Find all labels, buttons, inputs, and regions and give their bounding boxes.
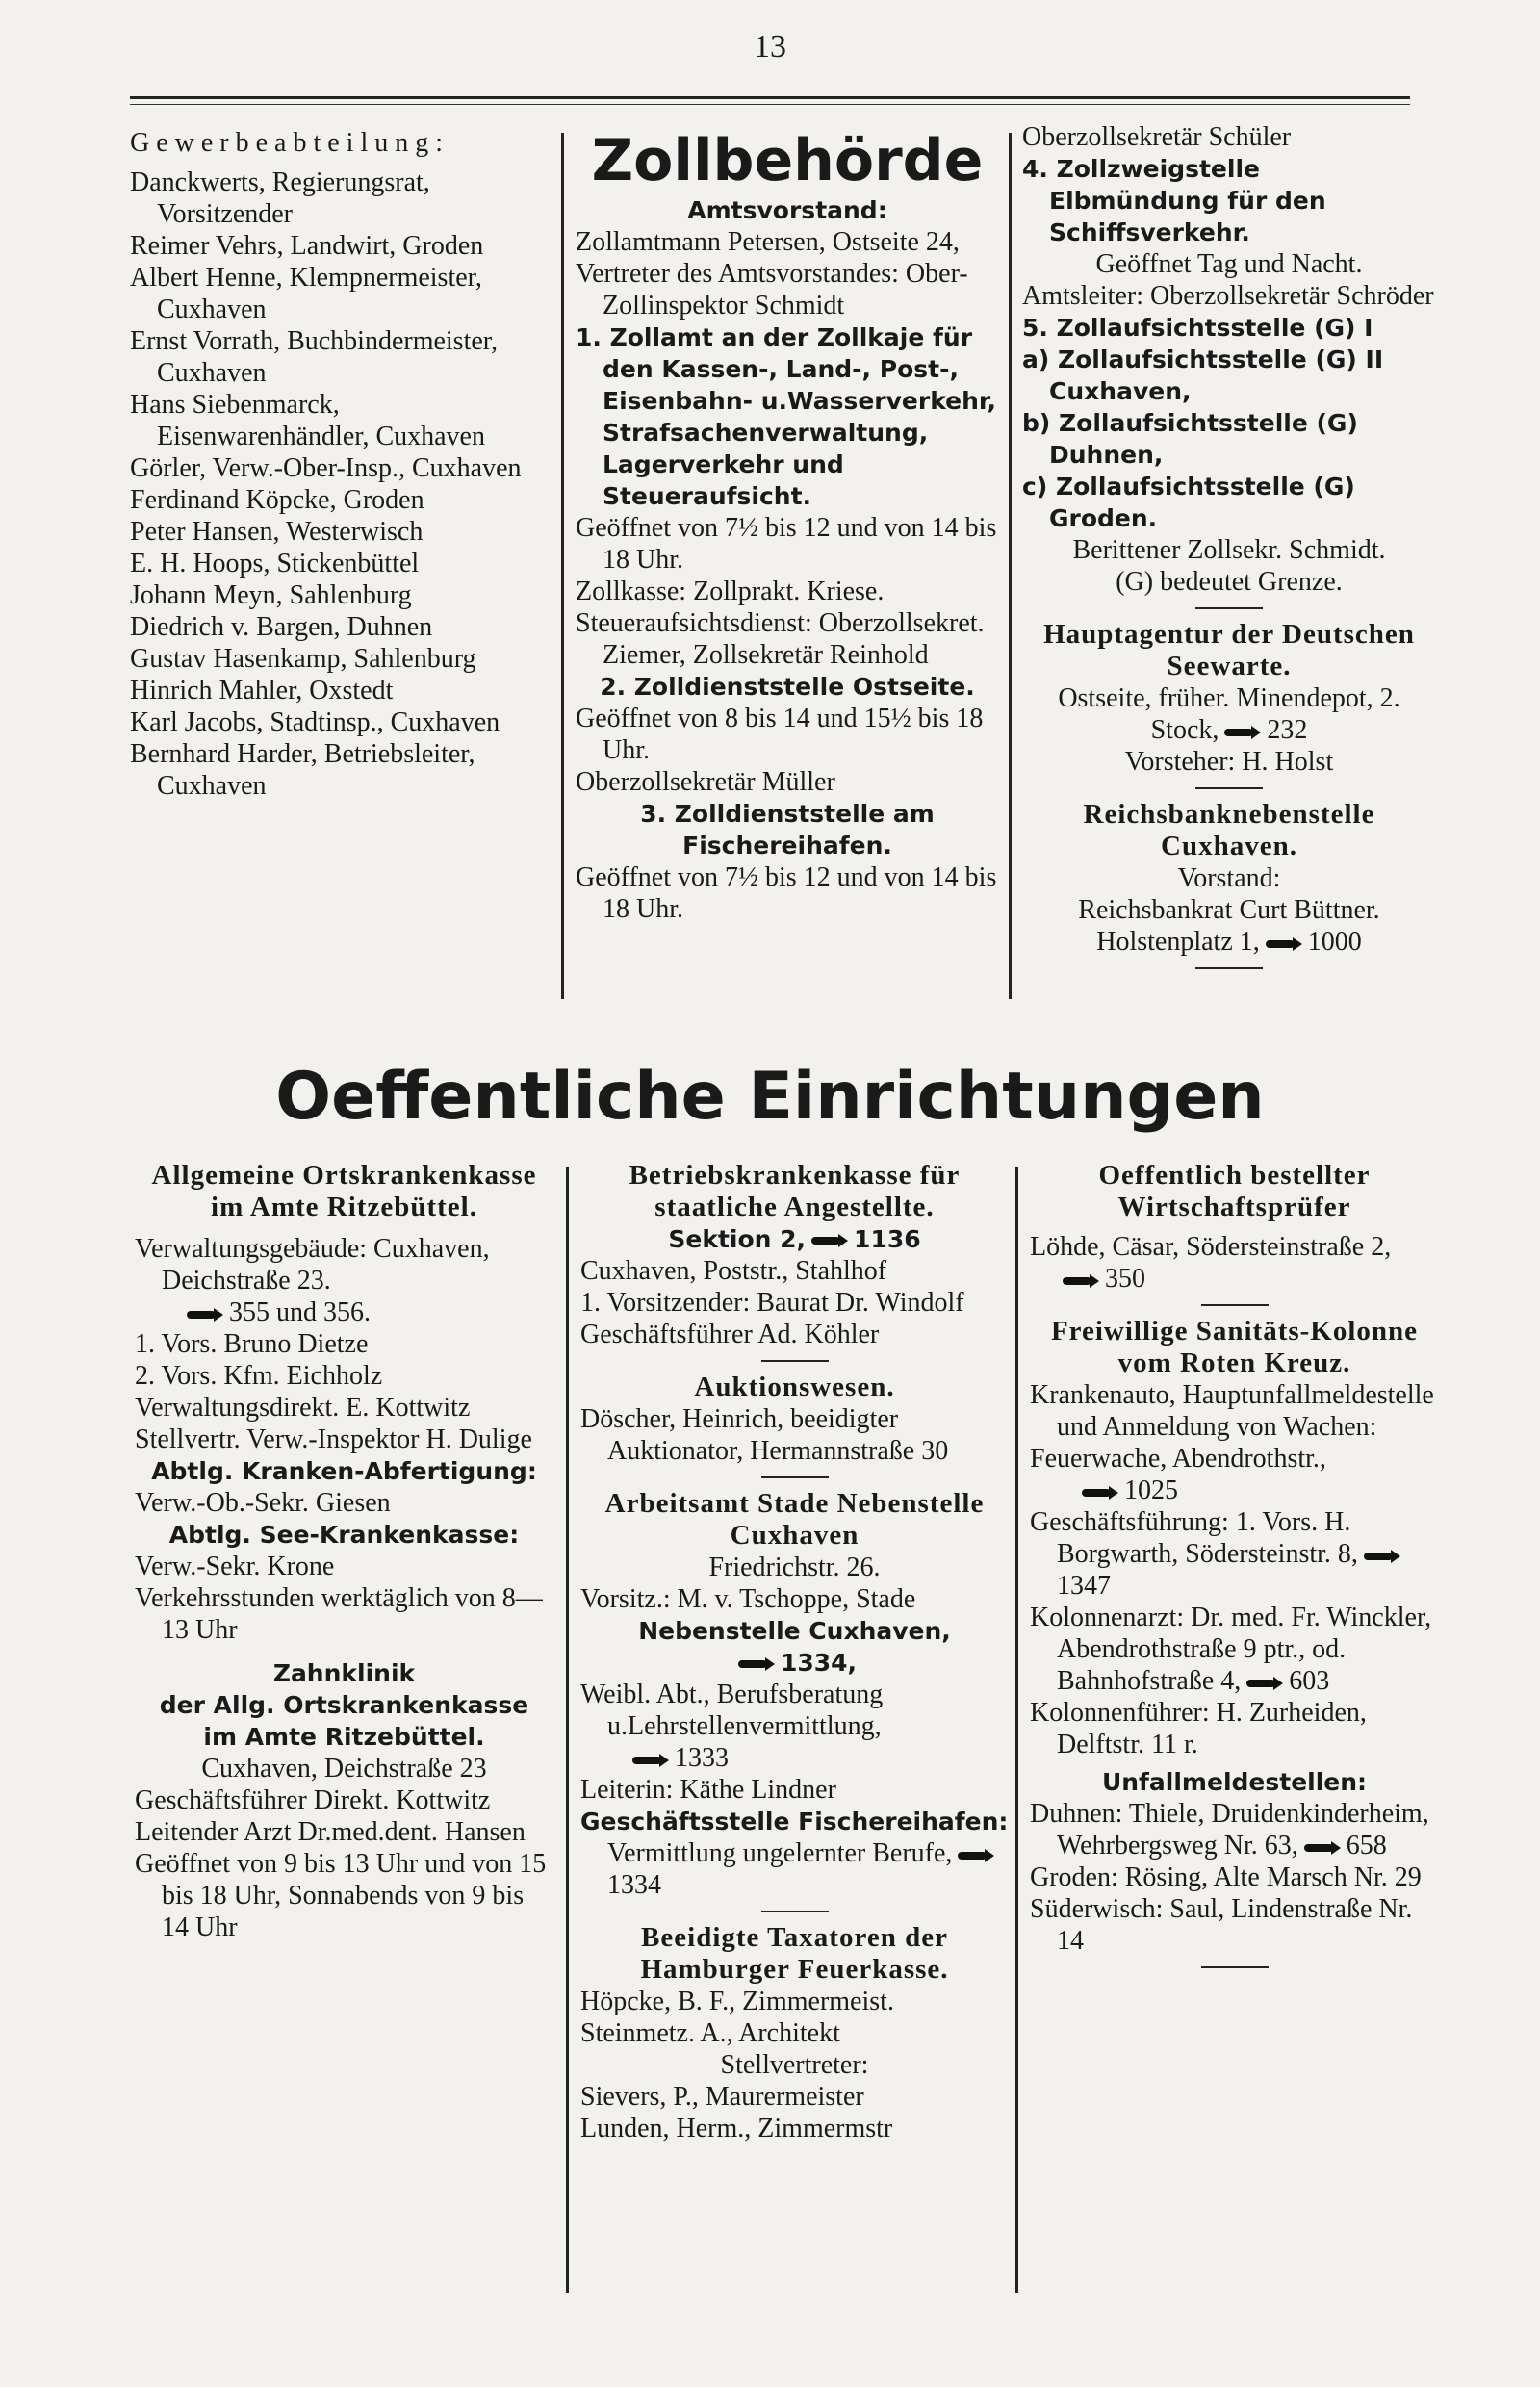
gewerbe-list [130, 167, 544, 802]
zolldienststelle-2-heading: 2. Zolldienststelle Ostseite. [600, 673, 975, 701]
geschaeftsfuehrung-phone: 1347 [1057, 1571, 1111, 1601]
ak-abteilung-2: Verw.-Sekr. Krone [135, 1552, 335, 1581]
ak-verkehrsstunden: Verkehrsstunden werktäglich von 8—13 Uhr [135, 1583, 543, 1645]
unfall-groden: Groden: Rösing, Alte Marsch Nr. 29 [1030, 1862, 1422, 1892]
list-item: Albert Henne, Klempnermeister, Cuxhaven [130, 263, 482, 324]
ortskrankenkasse-column [135, 1160, 553, 1943]
list-item: Ferdinand Köpcke, Groden [130, 485, 424, 515]
unfallmeldestellen-heading: Unfallmeldestellen: [1101, 1768, 1368, 1796]
bk-vorsitzender: 1. Vorsitzender: Baurat Dr. Windolf [580, 1288, 964, 1318]
ak-abteilung-1-heading: Abtlg. Kranken-Abfertigung: [151, 1457, 537, 1485]
zollkasse: Zollkasse: Zollprakt. Kriese. [576, 577, 885, 606]
nebenstelle-heading: Nebenstelle Cuxhaven, [638, 1617, 951, 1645]
seewarte-address [1022, 682, 1436, 746]
telephone-icon [1304, 1841, 1341, 1855]
ak-verwaltung: Verwaltungsgebäude: Cuxhaven, Deichstraße 23. [135, 1234, 490, 1296]
reichsbank-address [1022, 926, 1436, 958]
gs-fischereihafen-phone: 1334 [607, 1870, 661, 1900]
telephone-icon [632, 1754, 669, 1767]
nebenstelle-phone-line [580, 1647, 1009, 1679]
berittener: Berittener Zollsekr. Schmidt. [1072, 535, 1386, 565]
gewerbe-heading: Gewerbeabteilung: [130, 128, 450, 158]
ak-phone-line [135, 1296, 553, 1328]
feuerwache-phone-line [1030, 1475, 1439, 1506]
seewarte-address-text: Ostseite, früher. Minendepot, 2. Stock, [1058, 683, 1400, 745]
taxator-3: Sievers, P., Maurermeister [580, 2082, 864, 2112]
reichsbank-vorstand-heading: Vorstand: [1177, 863, 1281, 893]
list-item: Johann Meyn, Sahlenburg [130, 580, 412, 610]
unfall-duhnen [1030, 1798, 1439, 1861]
zoll-4-leiter: Amtsleiter: Oberzollsekretär Schröder [1022, 281, 1434, 311]
zoll-5-heading: 5. Zollaufsichtsstelle (G) I [1022, 314, 1373, 342]
amtsvorstand-heading: Amtsvorstand: [687, 196, 887, 224]
list-item: Görler, Verw.-Ober-Insp., Cuxhaven [130, 453, 522, 483]
seewarte-phone: 232 [1267, 715, 1308, 745]
wirtschaftspruefer-column [1030, 1160, 1439, 1978]
telephone-icon [1266, 937, 1302, 951]
list-item: Reimer Vehrs, Landwirt, Groden [130, 231, 484, 261]
ak-abteilung-1: Verw.-Ob.-Sekr. Giesen [135, 1488, 391, 1518]
gs-fischereihafen-text: Vermittlung ungelernter Berufe, [607, 1838, 953, 1868]
gs-fischereihafen [580, 1806, 1009, 1901]
arbeitsamt-vorsitz: Vorsitz.: M. v. Tschoppe, Stade [580, 1584, 916, 1614]
geschaeftsfuehrung [1030, 1506, 1439, 1602]
list-item: Diedrich v. Bargen, Duhnen [130, 612, 433, 642]
sanitaet-text: Krankenauto, Hauptunfallmeldestelle und Anmeldung von Wachen: [1030, 1380, 1434, 1442]
kolonnenarzt-phone: 603 [1289, 1666, 1330, 1696]
column-divider [566, 1167, 569, 2293]
zoll-column [576, 127, 999, 925]
zoll-4-heading: 4. Zollzweigstelle Elbmündung für den Schiffsverkehr. [1022, 155, 1326, 246]
bk-sektion-phone: 1136 [854, 1225, 921, 1253]
arbeitsamt-heading: Arbeitsamt Stade Nebenstelle Cuxhaven [604, 1488, 985, 1551]
taxator-2: Steinmetz. A., Architekt [580, 2018, 840, 2048]
wirtschaftspruefer-phone: 350 [1105, 1264, 1145, 1294]
vertreter: Vertreter des Amtsvorstandes: Ober-Zollinspektor Schmidt [576, 259, 968, 321]
ak-direktor: Verwaltungsdirekt. E. Kottwitz [135, 1393, 471, 1423]
ak-abteilung-2-heading: Abtlg. See-Krankenkasse: [168, 1521, 520, 1549]
ak-stellvertreter: Stellvertr. Verw.-Inspektor H. Dulige [135, 1424, 532, 1454]
zahnklinik-hours: Geöffnet von 9 bis 13 Uhr und von 15 bis 18 Uhr, Sonnabends von 9 bis 14 Uhr [135, 1849, 547, 1942]
list-item: E. H. Hoops, Stickenbüttel [130, 549, 420, 578]
oeffentliche-title: Oeffentliche Einrichtungen [275, 1059, 1265, 1135]
seewarte-heading: Hauptagentur der Deutschen Seewarte. [1043, 619, 1415, 681]
wirtschaftspruefer-heading: Oeffentlich bestellter Wirtschaftsprüfer [1098, 1160, 1371, 1222]
betriebskrankenkasse-heading: Betriebskrankenkasse für staatliche Angestellte. [629, 1160, 961, 1222]
unfall-suederwisch: Süderwisch: Saul, Lindenstraße Nr. 14 [1030, 1894, 1413, 1956]
telephone-icon [1082, 1486, 1118, 1500]
seewarte-vorsteher: Vorsteher: H. Holst [1124, 747, 1334, 777]
kolonnenfuehrer: Kolonnenführer: H. Zurheiden, Delftstr. 11 r. [1030, 1698, 1367, 1759]
separator [1195, 967, 1263, 969]
reichsbank-address-text: Holstenplatz 1, [1096, 927, 1260, 957]
telephone-icon [1246, 1677, 1283, 1690]
betriebskrankenkasse-column [580, 1160, 1009, 2144]
telephone-icon [738, 1657, 775, 1671]
list-item: Hans Siebenmarck, Eisenwarenhändler, Cuxhaven [130, 390, 485, 451]
column-divider [1015, 1167, 1018, 2293]
reichsbank-vorstand: Reichsbankrat Curt Büttner. [1078, 895, 1380, 925]
leiterin: Leiterin: Käthe Lindner [580, 1775, 836, 1805]
wirtschaftspruefer-text: Löhde, Cäsar, Södersteinstraße 2, [1030, 1232, 1392, 1262]
zoll-right-column [1022, 121, 1436, 979]
feuerwache: Feuerwache, Abendrothstr., [1030, 1444, 1326, 1474]
separator [761, 1911, 829, 1912]
telephone-icon [1364, 1550, 1400, 1563]
zoll-4-open: Geöffnet Tag und Nacht. [1095, 249, 1363, 279]
zolldienststelle-3-heading: 3. Zolldienststelle am Fischereihafen. [640, 800, 935, 860]
bk-address: Cuxhaven, Poststr., Stahlhof [580, 1256, 887, 1286]
reichsbank-heading: Reichsbanknebenstelle Cuxhaven. [1083, 799, 1375, 861]
weibl-phone: 1333 [675, 1743, 729, 1773]
weibl-phone-line [580, 1742, 1009, 1774]
separator [761, 1476, 829, 1478]
bk-sektion-line [580, 1223, 1009, 1255]
wirtschaftspruefer-entry [1030, 1231, 1439, 1295]
unfall-duhnen-text: Duhnen: Thiele, Druidenkinderheim, Wehrbergsweg Nr. 63, [1030, 1799, 1429, 1861]
zollamt-1: 1. Zollamt an der Zollkaje für den Kassen-, Land-, Post-, Eisenbahn- u.Wasserverkehr, Strafsachenverwaltung, Lagerverkehr und Steueraufsicht. [576, 323, 997, 510]
taxatoren-stellvertreter-heading: Stellvertreter: [720, 2050, 869, 2080]
telephone-icon [958, 1849, 994, 1862]
sanitaet-heading: Freiwillige Sanitäts-Kolonne vom Roten Kreuz. [1050, 1316, 1419, 1378]
column-divider [1009, 133, 1012, 999]
gs-fischereihafen-label: Geschäftsstelle Fischereihafen: [580, 1808, 1009, 1835]
list-item: Peter Hansen, Westerwisch [130, 517, 424, 547]
feuerwache-phone: 1025 [1124, 1476, 1178, 1505]
separator [1195, 607, 1263, 609]
reichsbank-phone: 1000 [1307, 927, 1362, 957]
column-divider [561, 133, 564, 999]
weibl-abt: Weibl. Abt., Berufsberatung u.Lehrstellenvermittlung, [580, 1680, 884, 1741]
auktion-entry: Döscher, Heinrich, beeidigter Auktionator, Hermannstraße 30 [580, 1404, 949, 1466]
taxator-1: Höpcke, B. F., Zimmermeist. [580, 1987, 894, 2016]
arbeitsamt-address: Friedrichstr. 26. [708, 1553, 881, 1582]
ak-vors-1: 1. Vors. Bruno Dietze [135, 1329, 369, 1359]
zoll-5b: b) Zollaufsichtsstelle (G) Duhnen, [1022, 409, 1358, 469]
grenze-note: (G) bedeutet Grenze. [1116, 567, 1343, 597]
zoll-5c: c) Zollaufsichtsstelle (G) Groden. [1022, 473, 1355, 532]
zahnklinik-gf: Geschäftsführer Direkt. Kottwitz [135, 1785, 491, 1815]
separator [761, 1360, 829, 1362]
zoll-5a: a) Zollaufsichtsstelle (G) II Cuxhaven, [1022, 346, 1384, 405]
list-item: Ernst Vorrath, Buchbindermeister, Cuxhaven [130, 326, 498, 388]
ortskrankenkasse-heading: Allgemeine Ortskrankenkasse im Amte Ritzebüttel. [151, 1160, 537, 1222]
list-item: Bernhard Harder, Betriebsleiter, Cuxhaven [130, 739, 475, 801]
telephone-icon [811, 1234, 848, 1247]
taxator-4: Lunden, Herm., Zimmermstr [580, 2114, 893, 2143]
zolldienststelle-3-hours: Geöffnet von 7½ bis 12 und von 14 bis 18 Uhr. [576, 862, 997, 924]
zahnklinik-heading-3: im Amte Ritzebüttel. [203, 1723, 485, 1751]
top-rule-thin [130, 104, 1410, 105]
list-item: Karl Jacobs, Stadtinsp., Cuxhaven [130, 707, 500, 737]
zolldienststelle-2-person: Oberzollsekretär Müller [576, 767, 835, 797]
nebenstelle-phone: 1334, [780, 1649, 858, 1677]
gewerbe-column [130, 127, 544, 802]
ak-vors-2: 2. Vors. Kfm. Eichholz [135, 1361, 383, 1391]
separator [1195, 787, 1263, 789]
zahnklinik-arzt: Leitender Arzt Dr.med.dent. Hansen [135, 1817, 526, 1847]
zoll-3-person: Oberzollsekretär Schüler [1022, 122, 1292, 152]
list-item: Danckwerts, Regierungsrat, Vorsitzender [130, 167, 430, 229]
taxatoren-heading: Beeidigte Taxatoren der Hamburger Feuerkasse. [640, 1922, 949, 1985]
list-item: Hinrich Mahler, Oxstedt [130, 676, 394, 706]
zahnklinik-heading-2: der Allg. Ortskrankenkasse [159, 1691, 529, 1719]
telephone-icon [1224, 726, 1261, 739]
zollamt-1-hours: Geöffnet von 7½ bis 12 und von 14 bis 18 Uhr. [576, 513, 997, 575]
zolldienststelle-2-hours: Geöffnet von 8 bis 14 und 15½ bis 18 Uhr. [576, 704, 984, 765]
zoll-title: Zollbehörde [591, 127, 984, 194]
zahnklinik-heading-1: Zahnklinik [272, 1659, 416, 1687]
ak-phone: 355 und 356. [229, 1297, 371, 1327]
geschaeftsfuehrung-text: Geschäftsführung: 1. Vors. H. Borgwarth, Södersteinstr. 8, [1030, 1507, 1358, 1569]
separator [1201, 1304, 1269, 1306]
telephone-icon [1063, 1274, 1099, 1288]
auktion-heading: Auktionswesen. [694, 1372, 895, 1402]
bk-sektion: Sektion 2, [668, 1225, 807, 1253]
kolonnenarzt [1030, 1602, 1439, 1697]
amtsvorstand: Zollamtmann Petersen, Ostseite 24, [576, 227, 960, 257]
unfall-duhnen-phone: 658 [1346, 1831, 1387, 1861]
steueraufsicht: Steueraufsichtsdienst: Oberzollsekret. Ziemer, Zollsekretär Reinhold [576, 608, 985, 670]
page-number: 13 [754, 29, 786, 64]
bk-geschaeftsfuehrer: Geschäftsführer Ad. Köhler [580, 1320, 880, 1349]
top-rule [130, 96, 1410, 99]
list-item: Gustav Hasenkamp, Sahlenburg [130, 644, 476, 674]
kolonnenarzt-text: Kolonnenarzt: Dr. med. Fr. Winckler, Abendrothstraße 9 ptr., od. Bahnhofstraße 4, [1030, 1603, 1432, 1696]
separator [1201, 1966, 1269, 1968]
telephone-icon [187, 1308, 223, 1322]
zahnklinik-address: Cuxhaven, Deichstraße 23 [201, 1754, 487, 1784]
